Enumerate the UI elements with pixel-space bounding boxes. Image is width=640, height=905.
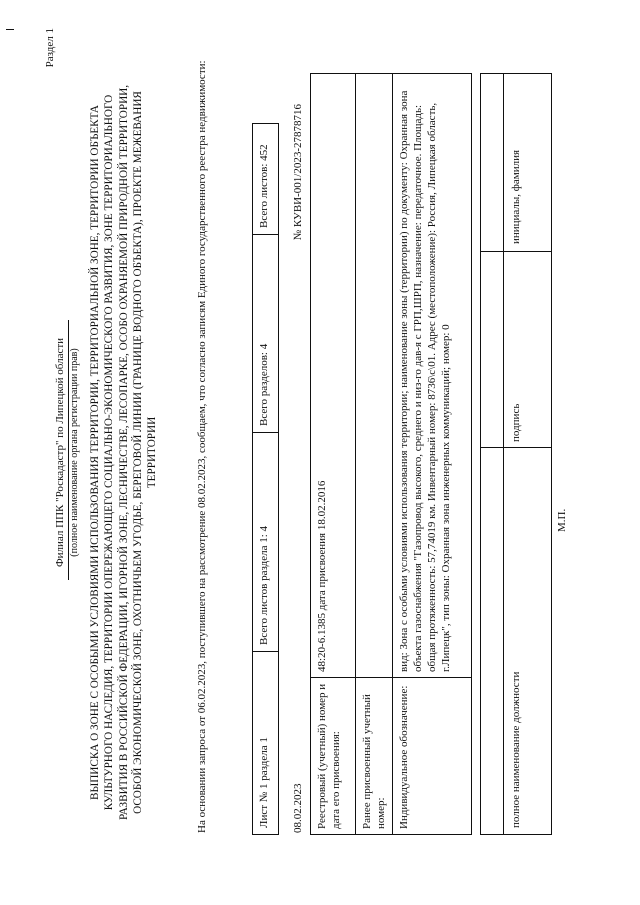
signature-block [480,73,552,835]
signature-divider [481,251,551,252]
document-title: ВЫПИСКА О ЗОНЕ С ОСОБЫМИ УСЛОВИЯМИ ИСПОЛЬЗОВАНИЯ ТЕРРИТОРИИ, ТЕРРИТОРИАЛЬНОЙ ЗОНЕ, ТЕРРИТОРИИ ОБЪЕКТА КУЛЬТУРНОГО НАСЛЕДИЯ, ТЕРРИТОРИИ ОПЕРЕЖАЮЩЕГО СОЦИАЛЬНО-ЭКОНОМИЧЕСКОГО РАЗВИТИЯ, ЗОНЕ ТЕРРИТОРИАЛЬНОГО РАЗВИТИЯ В РОССИЙСКОЙ ФЕДЕРАЦИИ, ИГОРНОЙ ЗОНЕ, ЛЕСНИЧЕСТВЕ, ЛЕСОПАРКЕ, ОСОБО ОХРАНЯЕМОЙ ПРИРОДНОЙ ТЕРРИТОРИИ, ОСОБОЙ ЭКОНОМИЧЕСКОЙ ЗОНЕ, ОХОТНИЧЬЕМ УГОДЬЕ, БЕРЕГОВОЙ ЛИНИИ (ГРАНИЦЕ ВОДНОГО ОБЪЕКТА), ПРОЕКТЕ МЕЖЕВАНИЯ ТЕРРИТОРИИ [89,84,159,821]
basis-text: На основании запроса от 06.02.2023, поступившего на рассмотрение 08.02.2023, сообщаем, что согласно записям Единого государственного реестра недвижимости: [196,60,208,833]
table-row [356,74,393,835]
signature-top-row [481,74,504,834]
document-date: 08.02.2023 [292,783,304,833]
previous-number-value [356,74,393,678]
sheets-in-section: Всего листов раздела 1: 4 [253,432,278,651]
table-row [311,74,356,835]
signature-label: подпись [510,403,522,442]
signature-bottom-row [504,74,551,834]
sheet-number: Лист № 1 раздела 1 [253,651,278,834]
position-label: полное наименование должности [510,671,522,828]
details-table [310,73,472,835]
registry-number-value: 48:20-6.1385 дата присвоения 18.02.2016 [311,74,356,678]
registry-number-label: Реестровый (учетный) номер и дата его присвоения: [311,678,356,835]
name-label: инициалы, фамилия [510,149,522,244]
previous-number-label: Ранее присвоенный учетный номер: [356,678,393,835]
designation-label: Индивидуальное обозначение: [393,678,472,835]
corner-mark [6,29,14,30]
designation-value: вид: Зона с особыми условиями использования территории; наименование зоны (территории) по документу: Охранная зона объекта газоснабжения "Газопровод высокого, среднего и низ-го дав-я с ГРП,ШРП, назначение: передаточное. Площадь: общая протяженность: 57,74019 км. Инвентарный номер: 8736\с\01. Адрес (местоположение): Россия, Липецкая область, г.Липецк", тип зоны: Охранная зона инженерных коммуникаций; номер: 0 [393,74,472,678]
table-row [393,74,472,835]
organization-name: Филиал ППК "Роскадастр" по Липецкой области [54,337,66,568]
section-label: Раздел 1 [44,28,56,68]
stamp-place: М.П. [556,508,568,532]
sheets-total: Всего листов: 452 [258,144,270,228]
organization-hint: (полное наименование органа регистрации прав) [69,348,80,557]
kuvi-number: № КУВИ-001/2023-27878716 [292,104,304,241]
signature-divider [481,447,551,448]
sections-total: Всего разделов: 4 [253,234,278,432]
sheet-info-row [252,123,279,835]
